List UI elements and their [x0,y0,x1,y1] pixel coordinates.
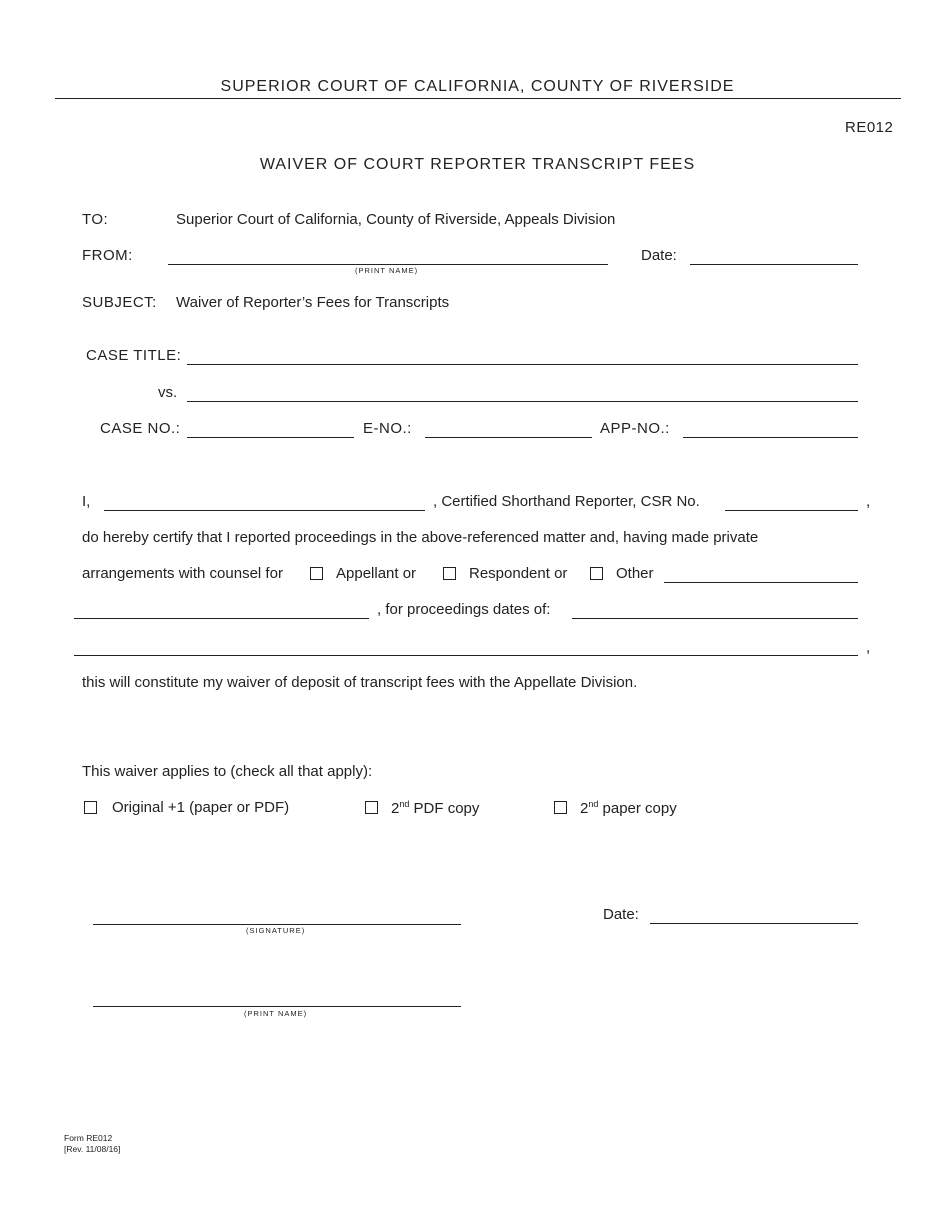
signature-date-field[interactable] [650,923,858,924]
form-title: WAIVER OF COURT REPORTER TRANSCRIPT FEES [259,156,696,173]
second-paper-copy-number: 2 [580,800,589,817]
from-print-name-hint: (PRINT NAME) [355,266,419,275]
second-pdf-copy-label [391,799,479,817]
counsel-name-field[interactable] [74,618,369,619]
respondent-checkbox[interactable] [443,567,456,580]
appellant-label: Appellant or [336,565,417,582]
other-specify-field[interactable] [664,582,858,583]
certify-line-2: do hereby certify that I reported proceedings in the above-referenced matter and, having made private [82,529,759,546]
e-no-label: E-NO.: [363,420,412,437]
subject-value: Waiver of Reporter’s Fees for Transcripts [176,294,450,311]
second-paper-copy-checkbox[interactable] [554,801,567,814]
court-name: SUPERIOR COURT OF CALIFORNIA, COUNTY OF RIVERSIDE [220,78,735,95]
respondent-label: Respondent or [469,565,568,582]
signature-date-label: Date: [603,906,639,923]
other-label: Other [616,565,654,582]
second-pdf-copy-number: 2 [391,800,400,817]
case-title-label: CASE TITLE: [86,347,182,364]
app-no-field[interactable] [683,437,858,438]
other-checkbox[interactable] [590,567,603,580]
from-label: FROM: [82,247,133,264]
waiver-intro: This waiver applies to (check all that apply): [82,763,373,780]
form-code: RE012 [845,119,894,136]
vs-party-field[interactable] [187,401,858,402]
proceedings-dates-field-2[interactable] [74,655,858,656]
e-no-field[interactable] [425,437,592,438]
from-date-label: Date: [641,247,677,264]
signature-field[interactable] [93,924,461,925]
app-no-label: APP-NO.: [600,420,670,437]
proceedings-dates-field[interactable] [572,618,858,619]
second-paper-copy-suffix: nd [588,799,599,809]
certify-i-label: I, [82,493,91,510]
to-value: Superior Court of California, County of Riverside, Appeals Division [176,211,616,228]
from-name-field[interactable] [168,264,608,265]
original-plus-one-checkbox[interactable] [84,801,97,814]
second-paper-copy-label [580,799,677,817]
csr-text: , Certified Shorthand Reporter, CSR No. [433,493,700,510]
to-label: TO: [82,211,109,228]
signer-print-name-field[interactable] [93,1006,461,1007]
second-pdf-copy-text: PDF copy [409,800,480,817]
appellant-checkbox[interactable] [310,567,323,580]
footer-revision: [Rev. 11/08/16] [64,1144,121,1154]
second-pdf-copy-suffix: nd [399,799,410,809]
csr-no-field[interactable] [725,510,858,511]
case-title-field[interactable] [187,364,858,365]
signature-hint: (SIGNATURE) [246,926,306,935]
csr-comma: , [866,493,871,510]
closing-text: this will constitute my waiver of deposit of transcript fees with the Appellate Division. [82,674,638,691]
subject-label: SUBJECT: [82,294,157,311]
vs-label: vs. [158,384,178,401]
original-plus-one-label: Original +1 (paper or PDF) [112,799,290,816]
signer-print-name-hint: (PRINT NAME) [244,1009,308,1018]
footer-form-number: Form RE012 [64,1133,113,1143]
dates-comma: , [866,639,871,656]
arrangements-text: arrangements with counsel for [82,565,283,582]
from-date-field[interactable] [690,264,858,265]
second-paper-copy-text: paper copy [598,800,677,817]
second-pdf-copy-checkbox[interactable] [365,801,378,814]
reporter-name-field[interactable] [104,510,425,511]
case-no-field[interactable] [187,437,354,438]
header-divider [55,98,901,99]
case-no-label: CASE NO.: [100,420,181,437]
proceedings-dates-text: , for proceedings dates of: [377,601,551,618]
